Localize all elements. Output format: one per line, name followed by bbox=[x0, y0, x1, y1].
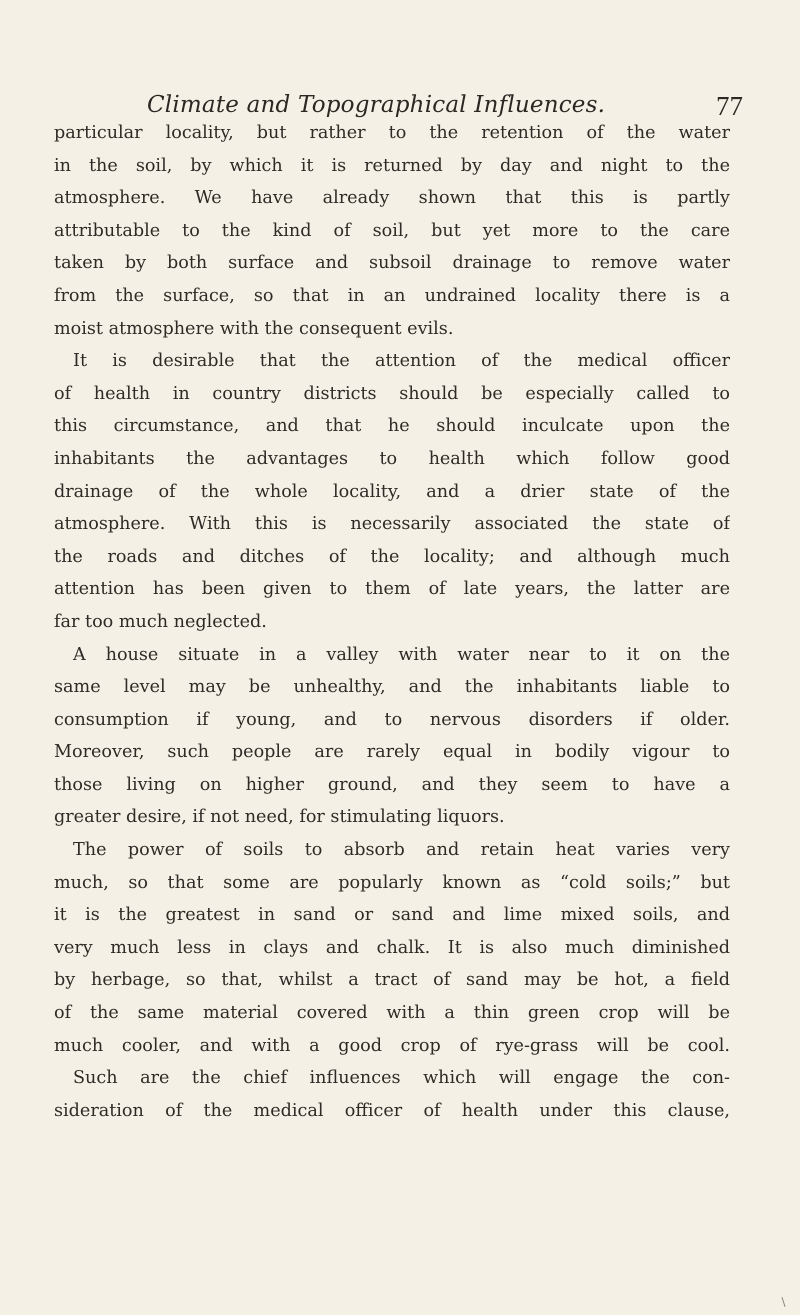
text-line: taken by both surface and subsoil drainage to remove water bbox=[54, 253, 730, 274]
text-line: inhabitants the advantages to health which follow good bbox=[54, 448, 730, 469]
text-line: very much less in clays and chalk. It is also much diminished bbox=[54, 937, 730, 958]
text-line: sideration of the medical officer of health under this clause, bbox=[54, 1100, 730, 1121]
text-line: of the same material covered with a thin green crop will be bbox=[54, 1003, 730, 1024]
paragraph-start-line: The power of soils to absorb and retain heat varies very bbox=[73, 840, 730, 861]
running-title: Climate and Topographical Influences. bbox=[147, 92, 606, 118]
text-line: this circumstance, and that he should inculcate upon the bbox=[54, 416, 730, 437]
text-line: moist atmosphere with the consequent evils. bbox=[54, 318, 454, 339]
text-line: by herbage, so that, whilst a tract of sand may be hot, a field bbox=[54, 970, 730, 991]
text-line: drainage of the whole locality, and a drier state of the bbox=[54, 481, 730, 502]
text-line: of health in country districts should be especially called to bbox=[54, 383, 730, 404]
scan-mark bbox=[781, 1297, 785, 1307]
page-number: 77 bbox=[716, 91, 743, 121]
text-line: Moreover, such people are rarely equal in bodily vigour to bbox=[54, 742, 730, 763]
text-line: it is the greatest in sand or sand and lime mixed soils, and bbox=[54, 905, 730, 926]
text-line: much, so that some are popularly known as “cold soils;” but bbox=[54, 872, 730, 893]
text-line: same level may be unhealthy, and the inhabitants liable to bbox=[54, 677, 730, 698]
text-line: from the surface, so that in an undrained locality there is a bbox=[54, 285, 730, 306]
text-line: atmosphere. We have already shown that this is partly bbox=[54, 188, 730, 209]
text-line: the roads and ditches of the locality; and although much bbox=[54, 546, 730, 567]
body-text bbox=[54, 117, 730, 1127]
text-line: atmosphere. With this is necessarily associated the state of bbox=[54, 514, 730, 535]
paragraph-start-line: A house situate in a valley with water near to it on the bbox=[73, 644, 730, 665]
text-line: attention has been given to them of late years, the latter are bbox=[54, 579, 730, 600]
paragraph-start-line: Such are the chief influences which will engage the con- bbox=[73, 1068, 730, 1089]
paragraph-start-line: It is desirable that the attention of the medical officer bbox=[73, 351, 730, 372]
text-line: much cooler, and with a good crop of rye-grass will be cool. bbox=[54, 1035, 730, 1056]
text-line: far too much neglected. bbox=[54, 611, 267, 632]
text-line: particular locality, but rather to the retention of the water bbox=[54, 123, 730, 143]
text-line: greater desire, if not need, for stimulating liquors. bbox=[54, 807, 505, 828]
text-line: attributable to the kind of soil, but yet more to the care bbox=[54, 220, 730, 241]
text-line: those living on higher ground, and they seem to have a bbox=[54, 774, 730, 795]
text-line: consumption if young, and to nervous disorders if older. bbox=[54, 709, 730, 730]
text-line: in the soil, by which it is returned by day and night to the bbox=[54, 155, 730, 176]
